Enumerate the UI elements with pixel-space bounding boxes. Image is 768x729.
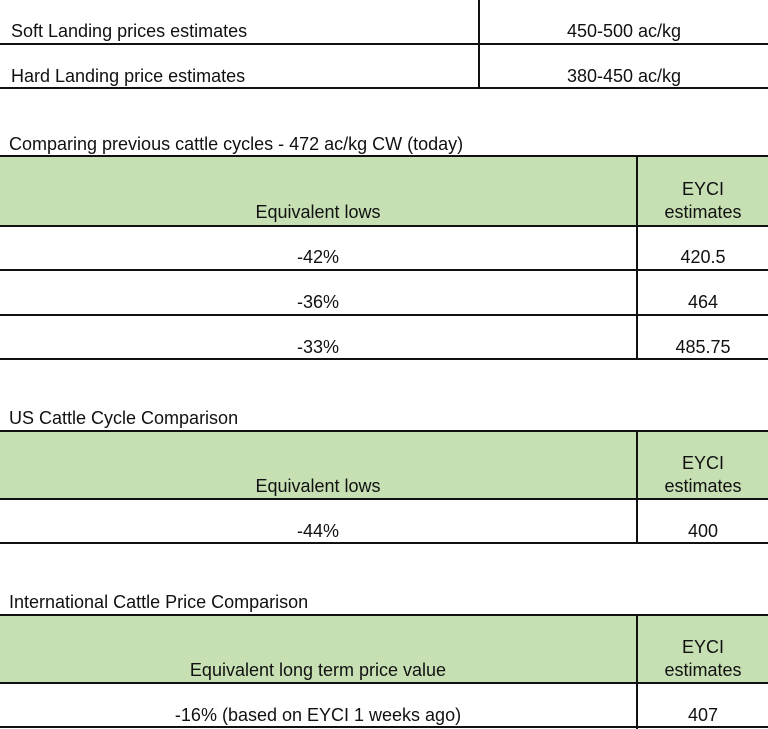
us-cycle-header-border xyxy=(0,498,768,500)
table-row-eyci: 464 xyxy=(687,292,719,312)
landing-bottom-border xyxy=(0,87,768,89)
previous-cycles-header-border xyxy=(0,225,768,227)
us-cycle-col-lows: Equivalent lows xyxy=(255,476,381,496)
table-row-eyci: 400 xyxy=(687,521,719,541)
table-row-low: -44% xyxy=(296,521,340,541)
us-cycle-top-border xyxy=(0,430,768,432)
international-col-eyci: EYCI xyxy=(681,637,724,657)
international-title: International Cattle Price Comparison xyxy=(9,592,309,612)
table-row-eyci: 407 xyxy=(687,705,719,725)
previous-cycles-col-eyci: EYCI xyxy=(681,179,724,199)
table-row-eyci: 485.75 xyxy=(675,337,731,357)
us-cycle-bottom-border xyxy=(0,542,768,544)
previous-cycles-title: Comparing previous cattle cycles - 472 ac/kg CW (today) xyxy=(9,134,464,154)
previous-cycles-row1-border xyxy=(0,269,768,271)
table-row-low: -42% xyxy=(296,247,340,267)
international-col-estimates: estimates xyxy=(664,660,742,680)
landing-row-border xyxy=(0,43,768,45)
table-row-low: -36% xyxy=(296,292,340,312)
us-cycle-title: US Cattle Cycle Comparison xyxy=(9,408,239,428)
table-row-value: -16% (based on EYCI 1 weeks ago) xyxy=(174,705,462,725)
soft-landing-value: 450-500 ac/kg xyxy=(566,21,682,41)
soft-landing-label: Soft Landing prices estimates xyxy=(11,21,248,41)
hard-landing-label: Hard Landing price estimates xyxy=(11,66,246,86)
previous-cycles-bottom-border xyxy=(0,358,768,360)
previous-cycles-col-estimates: estimates xyxy=(664,202,742,222)
us-cycle-col-eyci: EYCI xyxy=(681,453,724,473)
international-top-border xyxy=(0,614,768,616)
hard-landing-value: 380-450 ac/kg xyxy=(566,66,682,86)
table-row-low: -33% xyxy=(296,337,340,357)
previous-cycles-col-lows: Equivalent lows xyxy=(255,202,381,222)
international-header-border xyxy=(0,682,768,684)
international-col-value: Equivalent long term price value xyxy=(189,660,447,680)
previous-cycles-row2-border xyxy=(0,314,768,316)
table-row-eyci: 420.5 xyxy=(680,247,726,267)
international-bottom-border xyxy=(0,726,768,728)
us-cycle-col-estimates: estimates xyxy=(664,476,742,496)
previous-cycles-top-border xyxy=(0,155,768,157)
